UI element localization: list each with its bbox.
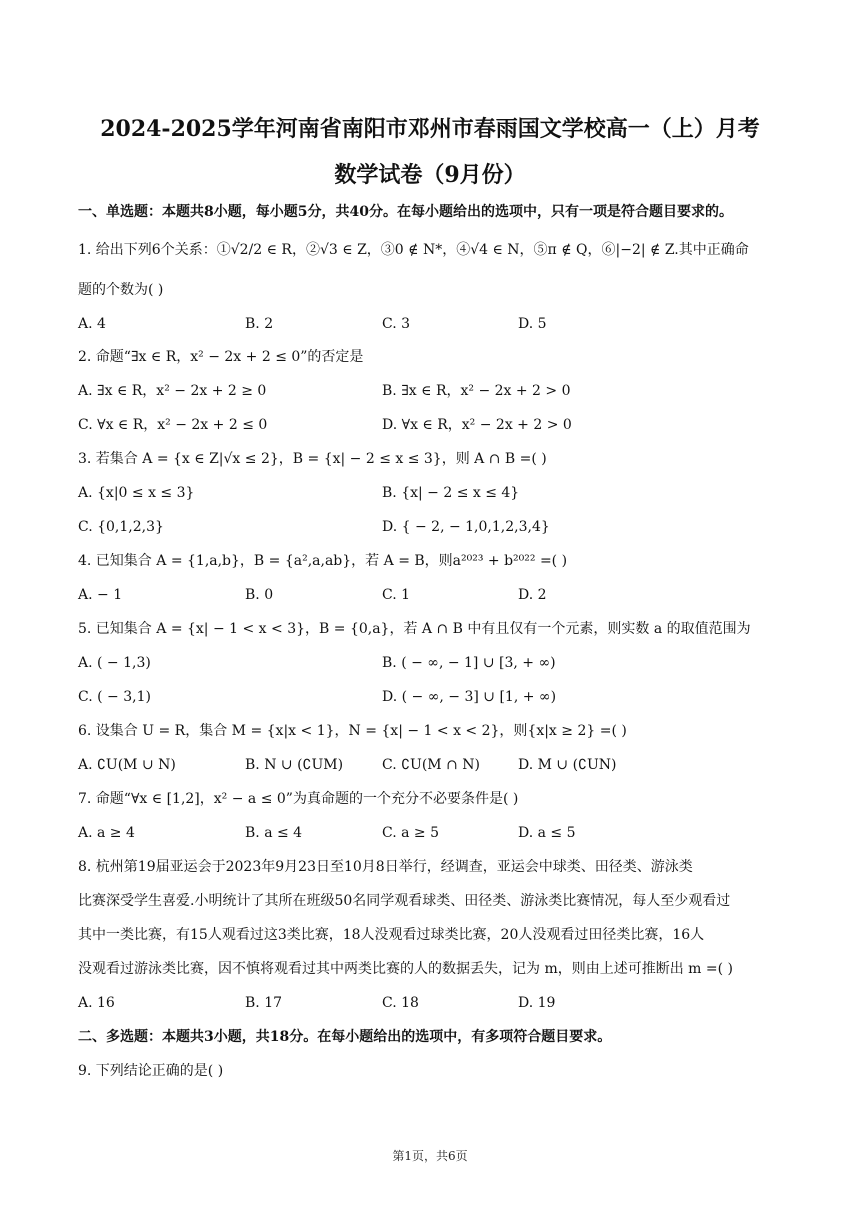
q7-option-c: C. a ≥ 5 — [382, 825, 439, 841]
q4-option-d: D. 2 — [518, 587, 547, 603]
section-heading-multiple-choice: 二、多选题：本题共3小题，共18分。在每小题给出的选项中，有多项符合题目要求。 — [78, 1029, 612, 1045]
question-8-line3: 其中一类比赛，有15人观看过这3类比赛，18人没观看过球类比赛，20人没观看过田径类比赛，16人 — [78, 927, 705, 943]
q8-option-c: C. 18 — [382, 995, 419, 1011]
q3-option-a: A. {x|0 ≤ x ≤ 3} — [78, 485, 195, 501]
question-1-line1: 1. 给出下列6个关系：①√2/2 ∈ R，②√3 ∈ Z，③0 ∉ N*，④√4 ∈ N，⑤π ∉ Q，⑥|−2| ∉ Z.其中正确命 — [78, 242, 749, 258]
q8-option-a: A. 16 — [78, 995, 115, 1011]
section-heading-single-choice: 一、单选题：本题共8小题，每小题5分，共40分。在每小题给出的选项中，只有一项是符合题目要求的。 — [78, 204, 733, 220]
question-4-stem: 4. 已知集合 A = {1,a,b}，B = {a²,a,ab}，若 A = B，则a²⁰²³ + b²⁰²² =( ) — [78, 553, 568, 569]
question-1-line2: 题的个数为( ) — [78, 282, 164, 298]
page-title-line1: 2024-2025学年河南省南阳市邓州市春雨国文学校高一（上）月考 — [100, 116, 760, 142]
q7-option-b: B. a ≤ 4 — [245, 825, 303, 841]
q6-option-c: C. ∁U(M ∩ N) — [382, 757, 480, 773]
q1-option-c: C. 3 — [382, 316, 411, 332]
q3-option-b: B. {x| − 2 ≤ x ≤ 4} — [382, 485, 520, 501]
q2-option-d: D. ∀x ∈ R，x² − 2x + 2 > 0 — [382, 417, 572, 433]
question-8-line4: 没观看过游泳类比赛，因不慎将观看过其中两类比赛的人的数据丢失，记为 m，则由上述可推断出 m =( ) — [78, 961, 734, 977]
q5-option-b: B. ( − ∞, − 1] ∪ [3, + ∞) — [382, 655, 556, 671]
question-8-line1: 8. 杭州第19届亚运会于2023年9月23日至10月8日举行，经调查，亚运会中球类、田径类、游泳类 — [78, 859, 693, 875]
question-6-stem: 6. 设集合 U = R，集合 M = {x|x < 1}，N = {x| − 1 < x < 2}，则{x|x ≥ 2} =( ) — [78, 723, 627, 739]
q4-option-b: B. 0 — [245, 587, 274, 603]
q2-option-c: C. ∀x ∈ R，x² − 2x + 2 ≤ 0 — [78, 417, 268, 433]
question-9-stem: 9. 下列结论正确的是( ) — [78, 1063, 224, 1079]
question-5-stem: 5. 已知集合 A = {x| − 1 < x < 3}，B = {0,a}，若 A ∩ B 中有且仅有一个元素，则实数 a 的取值范围为 — [78, 621, 751, 637]
page-footer: 第1页，共6页 — [392, 1149, 468, 1163]
q6-option-a: A. ∁U(M ∪ N) — [78, 757, 176, 773]
q7-option-d: D. a ≤ 5 — [518, 825, 576, 841]
q1-option-a: A. 4 — [78, 316, 106, 332]
q2-option-b: B. ∃x ∈ R，x² − 2x + 2 > 0 — [382, 383, 571, 399]
q1-option-b: B. 2 — [245, 316, 274, 332]
q2-option-a: A. ∃x ∈ R，x² − 2x + 2 ≥ 0 — [78, 383, 267, 399]
q4-option-a: A. − 1 — [78, 587, 123, 603]
q1-option-d: D. 5 — [518, 316, 547, 332]
page-title-line2: 数学试卷（9月份） — [334, 162, 526, 188]
q8-option-b: B. 17 — [245, 995, 283, 1011]
question-2-stem: 2. 命题“∃x ∈ R，x² − 2x + 2 ≤ 0”的否定是 — [78, 349, 364, 365]
q7-option-a: A. a ≥ 4 — [78, 825, 135, 841]
q5-option-a: A. ( − 1,3) — [78, 655, 151, 671]
q3-option-c: C. {0,1,2,3} — [78, 519, 164, 535]
question-3-stem: 3. 若集合 A = {x ∈ Z|√x ≤ 2}，B = {x| − 2 ≤ x ≤ 3}，则 A ∩ B =( ) — [78, 451, 547, 467]
q6-option-b: B. N ∪ (∁UM) — [245, 757, 344, 773]
q3-option-d: D. { − 2, − 1,0,1,2,3,4} — [382, 519, 550, 535]
q8-option-d: D. 19 — [518, 995, 556, 1011]
q5-option-c: C. ( − 3,1) — [78, 689, 151, 705]
question-8-line2: 比赛深受学生喜爱.小明统计了其所在班级50名同学观看球类、田径类、游泳类比赛情况，每人至少观看过 — [78, 893, 731, 909]
q4-option-c: C. 1 — [382, 587, 411, 603]
question-7-stem: 7. 命题“∀x ∈ [1,2]，x² − a ≤ 0”为真命题的一个充分不必要条件是( ) — [78, 791, 519, 807]
q5-option-d: D. ( − ∞, − 3] ∪ [1, + ∞) — [382, 689, 557, 705]
q6-option-d: D. M ∪ (∁UN) — [518, 757, 617, 773]
